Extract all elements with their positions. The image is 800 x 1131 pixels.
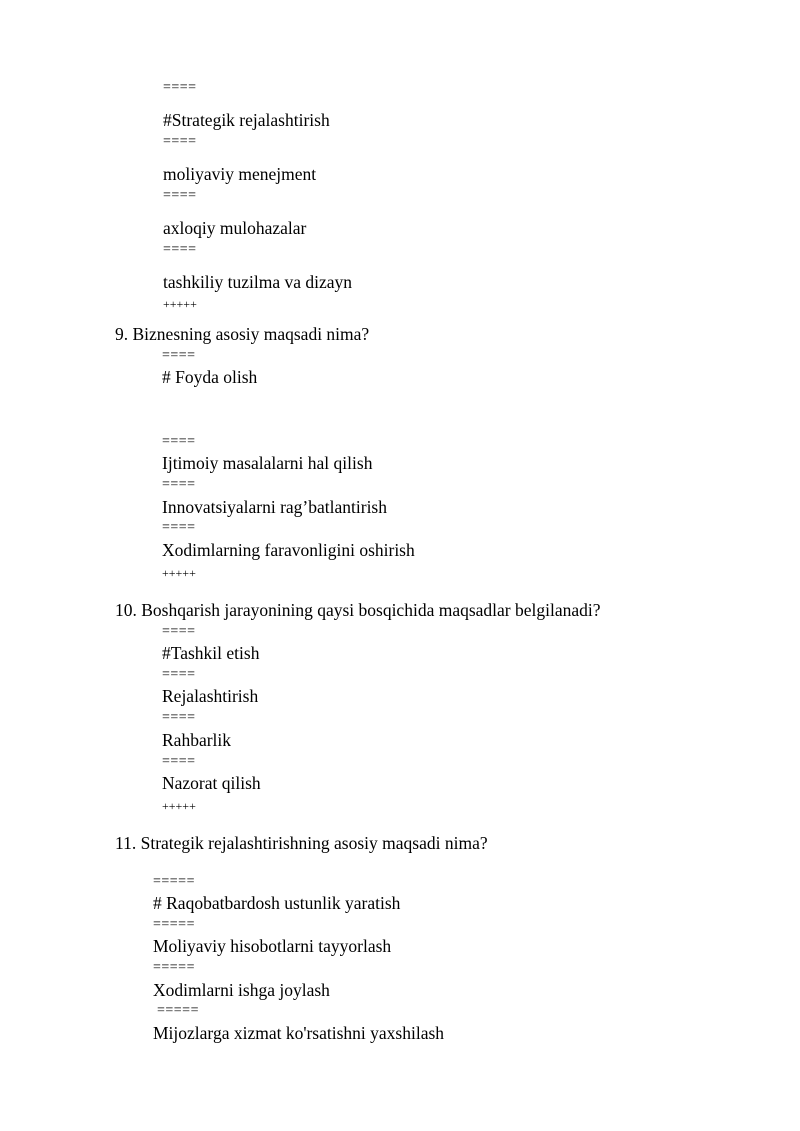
separator: ==== [163, 188, 197, 203]
answer-option: Nazorat qilish [162, 773, 261, 793]
answer-option: moliyaviy menejment [163, 164, 317, 184]
question-11: 11. Strategik rejalashtirishning asosiy maqsadi nima? [115, 833, 488, 853]
answer-option: Innovatsiyalarni rag’batlantirish [162, 497, 387, 517]
separator: ===== [153, 1003, 199, 1018]
answer-option: tashkiliy tuzilma va dizayn [163, 272, 353, 292]
answer-option: Xodimlarni ishga joylash [153, 980, 330, 1000]
question-10: 10. Boshqarish jarayonining qaysi bosqichida maqsadlar belgilanadi? [115, 600, 601, 620]
separator: ==== [162, 624, 196, 639]
separator: ==== [162, 667, 196, 682]
answer-option: axloqiy mulohazalar [163, 218, 307, 238]
answer-option: Moliyaviy hisobotlarni tayyorlash [153, 936, 392, 956]
answer-option: Rejalashtirish [162, 686, 259, 706]
answer-option: Rahbarlik [162, 730, 232, 750]
answer-option-correct: #Strategik rejalashtirish [163, 110, 330, 130]
question-end-marker: +++++ [162, 799, 196, 813]
answer-option: Ijtimoiy masalalarni hal qilish [162, 453, 373, 473]
answer-option-correct: #Tashkil etish [162, 643, 260, 663]
separator: ===== [153, 960, 195, 975]
answer-option: Xodimlarning faravonligini oshirish [162, 540, 415, 560]
separator: ==== [162, 754, 196, 769]
separator: ==== [162, 710, 196, 725]
answer-option-correct: # Raqobatbardosh ustunlik yaratish [153, 893, 401, 913]
separator: ==== [162, 477, 196, 492]
separator: ==== [163, 242, 197, 257]
separator: ==== [162, 520, 196, 535]
question-9: 9. Biznesning asosiy maqsadi nima? [115, 324, 370, 344]
separator: ==== [163, 80, 197, 95]
separator: ===== [153, 917, 195, 932]
answer-option: Mijozlarga xizmat ko'rsatishni yaxshilash [153, 1023, 445, 1043]
question-end-marker: +++++ [162, 566, 196, 580]
separator: ==== [162, 348, 196, 363]
question-end-marker: +++++ [163, 297, 197, 311]
answer-option-correct: # Foyda olish [162, 367, 258, 387]
separator: ==== [162, 434, 196, 449]
separator: ==== [163, 134, 197, 149]
separator: ===== [153, 874, 195, 889]
